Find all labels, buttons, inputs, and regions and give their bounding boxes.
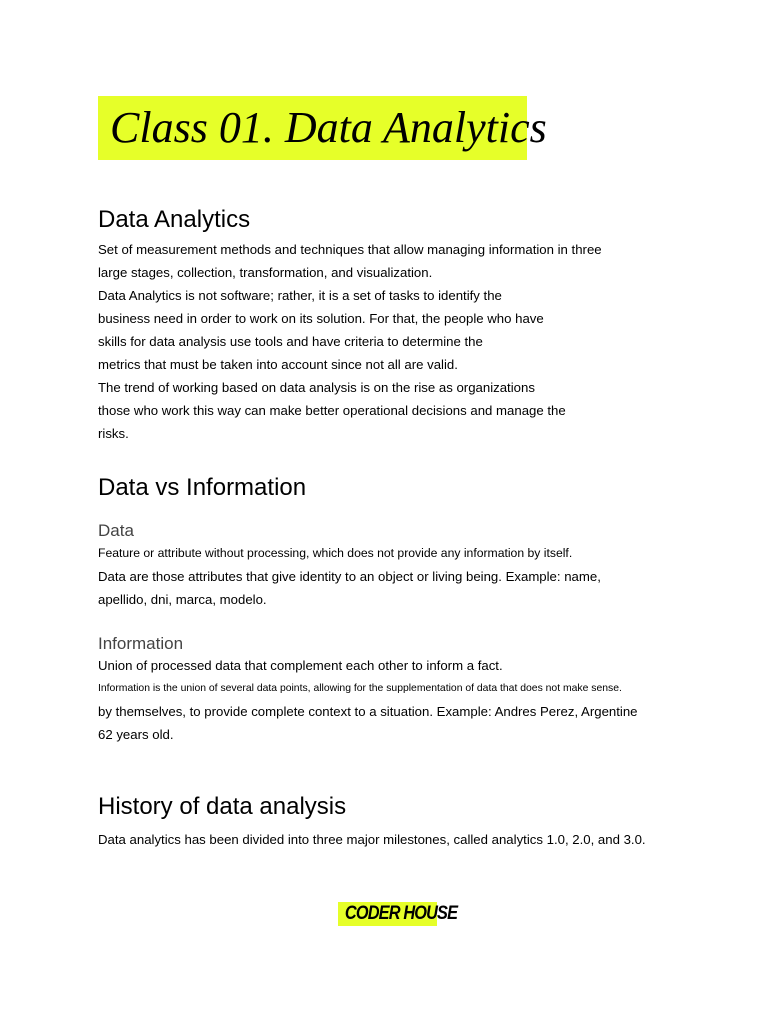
- paragraph-line: Information is the union of several data points, allowing for the supplementation of data that does not make sense.: [98, 683, 622, 694]
- paragraph-line: those who work this way can make better operational decisions and manage the: [98, 403, 566, 418]
- section-heading-data-vs-information: Data vs Information: [98, 474, 307, 501]
- paragraph-line: Data analytics has been divided into three major milestones, called analytics 1.0, 2.0, and 3.0.: [98, 832, 646, 847]
- paragraph-line: Data Analytics is not software; rather, it is a set of tasks to identify the: [98, 288, 502, 303]
- paragraph-line: apellido, dni, marca, modelo.: [98, 592, 267, 607]
- section-heading-data-analytics: Data Analytics: [98, 206, 251, 233]
- paragraph-line: Data are those attributes that give identity to an object or living being. Example: name,: [98, 569, 601, 584]
- page-title: Class 01. Data Analytics: [110, 103, 547, 152]
- paragraph-line: risks.: [98, 426, 129, 441]
- paragraph-line: 62 years old.: [98, 727, 174, 742]
- paragraph-line: Set of measurement methods and techniques that allow managing information in three: [98, 242, 602, 257]
- paragraph-line: skills for data analysis use tools and have criteria to determine the: [98, 334, 483, 349]
- paragraph-line: by themselves, to provide complete context to a situation. Example: Andres Perez, Argentine: [98, 704, 638, 719]
- paragraph-line: business need in order to work on its solution. For that, the people who have: [98, 311, 544, 326]
- subheading-data: Data: [98, 521, 134, 540]
- paragraph-line: large stages, collection, transformation, and visualization.: [98, 265, 433, 280]
- coder-house-logo: CODER HOUSE: [344, 903, 458, 924]
- section-heading-history: History of data analysis: [98, 793, 347, 820]
- paragraph-line: Feature or attribute without processing, which does not provide any information by itself.: [98, 546, 573, 560]
- paragraph-line: Union of processed data that complement each other to inform a fact.: [98, 658, 503, 673]
- paragraph-line: The trend of working based on data analysis is on the rise as organizations: [98, 380, 535, 395]
- subheading-information: Information: [98, 634, 184, 653]
- paragraph-line: metrics that must be taken into account since not all are valid.: [98, 357, 458, 372]
